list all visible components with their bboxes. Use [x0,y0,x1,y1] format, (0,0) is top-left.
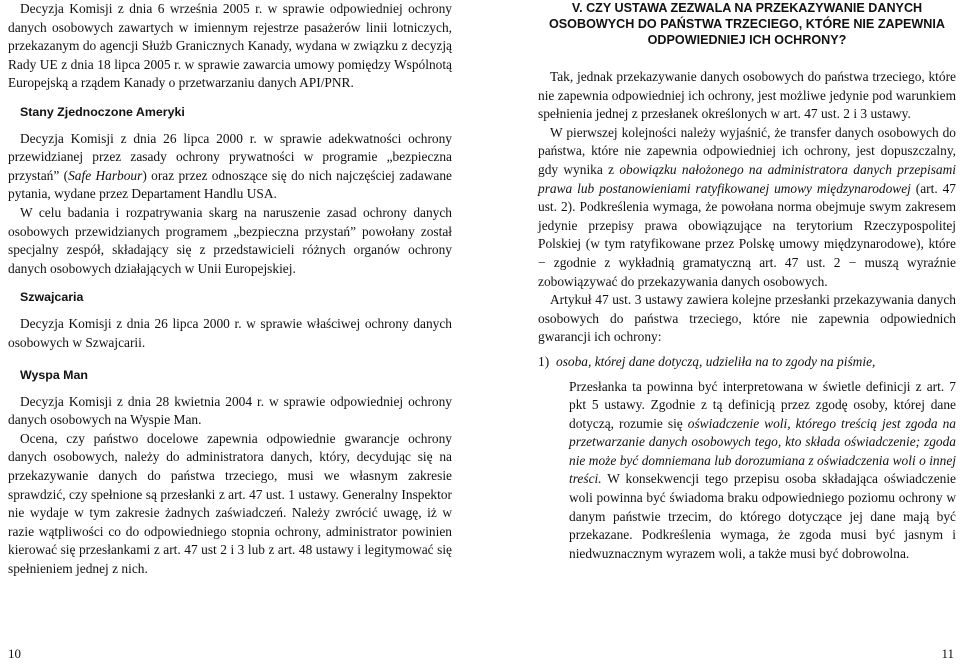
list-item-text: osoba, której dane dotyczą, udzieliła na to zgody na piśmie, [556,353,876,369]
heading-usa: Stany Zjednoczone Ameryki [20,104,185,119]
list-item-number: 1) [538,353,550,369]
heading-switzerland: Szwajcaria [20,290,84,305]
paragraph-usa: Decyzja Komisji z dnia 26 lipca 2000 r. w sprawie adekwatności ochrony przewidzianej przez zasady ochrony prywatności w programie „bezpieczna przystań” (Safe Harbour) oraz przez odnoszące się do nich najczęściej zadawane pytania, wydane przez Departament Handlu USA. [8,130,452,202]
paragraph-isle-of-man: Decyzja Komisji z dnia 28 kwietnia 2004 r. w sprawie odpowiedniej ochrony danych osobowych na Wyspie Man. [8,393,452,428]
paragraph-consent: Przesłanka ta powinna być interpretowana w świetle definicji z art. 7 pkt 5 ustawy. Zgodnie z tą definicją przez zgodę osoby, której dane dotyczą, rozumie się oświadczenie woli, którego treścią jest zgoda na przetwarzanie danych osobowych tego, kto składa oświadczenie; zgoda nie może być domniemana lub dorozumiana z oświadczenia woli o innej treści. W konsekwencji tego przepisu osoba składająca oświadczenie woli powinna być świadoma braku odpowiedniego poziomu ochrony w danym państwie trzecim, do którego dotyczące jej dane mają być przekazane. Podkreślenia wymaga, że zgoda musi być jasnym i niedwuznacznym wyrazem woli, a także musi być dobrowolna. [569,378,956,561]
paragraph-assessment: Ocena, czy państwo docelowe zapewnia odpowiednie gwarancje ochrony danych osobowych, należy do administratora danych, który, decydując się na przekazywanie danych do państwa trzeciego, musi we własnym zakresie sprawdzić, czy spełnione są przesłanki z art. 47 ust. 1 ustawy. Generalny Inspektor nie wydaje w tym zakresie żadnych zaświadczeń. Należy zwrócić uwagę, iż w razie wątpliwości co do odpowiedniego stopnia ochrony, administrator powinien kierować się przesłankami z art. 47 ust 2 i 3 lub z art. 48 ustawy i legitymować się spełnieniem jednej z nich. [8,430,452,577]
right-column [538,0,956,563]
paragraph-article-47-3: Artykuł 47 ust. 3 ustawy zawiera kolejne przesłanki przekazywania danych osobowych do państwa trzeciego, które nie zapewnia odpowiednich gwarancji ich ochrony: [538,292,956,345]
list-item [538,353,956,372]
section-heading: V. CZY USTAWA ZEZWALA NA PRZEKAZYWANIE DANYCH OSOBOWYCH DO PAŃSTWA TRZECIEGO, KTÓRE NIE ZAPEWNIA ODPOWIEDNIEJ ICH OCHRONY? [548,1,945,47]
paragraph-legal-obligation: W pierwszej kolejności należy wyjaśnić, że transfer danych osobowych do państwa, które nie zapewnia odpowiedniej ich ochrony, jest dopuszczalny, gdy wynika z obowiązku nałożonego na administratora danych przepisami prawa lub postanowieniami ratyfikowanej umowy międzynarodowej (art. 47 ust. 2). Podkreślenia wymaga, że powołana norma obejmuje swym zakresem jedynie przepisy prawa obowiązujące na terytorium Rzeczypospolitej Polskiej (w tym ratyfikowane przez Polskę umowy międzynarodowe), które − zgodnie z wykładnią gramatyczną art. 47 ust. 2 − muszą wyraźnie zobowiązywać do przekazywania danych osobowych. [538,124,956,289]
heading-isle-of-man: Wyspa Man [20,368,88,383]
paragraph-answer: Tak, jednak przekazywanie danych osobowych do państwa trzeciego, które nie zapewnia odpowiedniej ich ochrony, jest możliwe jedynie pod warunkiem spełnienia jednej z przesłanek określonych w art. 47 ust. 2 i 3 ustawy. [538,69,956,122]
paragraph-safe-harbour-panel: W celu badania i rozpatrywania skarg na naruszenie zasad ochrony danych osobowych przewidzianych programem „bezpieczna przystań” powołany został specjalny zespół, składający się z przedstawicieli różnych organów ochrony danych osobowych działających w Unii Europejskiej. [8,204,452,276]
page-number-right: 11 [941,646,954,661]
left-column [8,0,452,579]
paragraph-canada: Decyzja Komisji z dnia 6 września 2005 r. w sprawie odpowiedniej ochrony danych osobowych zawartych w imiennym rejestrze pasażerów linii lotniczych, przekazanym do agencji Służb Granicznych Kanady, wydana w związku z decyzją Rady UE z dnia 18 lipca 2005 r. w sprawie zawarcia umowy pomiędzy Wspólnotą Europejską a rządem Kanady o przetwarzaniu danych API/PNR. [8,1,452,91]
paragraph-switzerland: Decyzja Komisji z dnia 26 lipca 2000 r. w sprawie właściwej ochrony danych osobowych w Szwajcarii. [8,315,452,350]
page-number-left: 10 [8,646,21,661]
